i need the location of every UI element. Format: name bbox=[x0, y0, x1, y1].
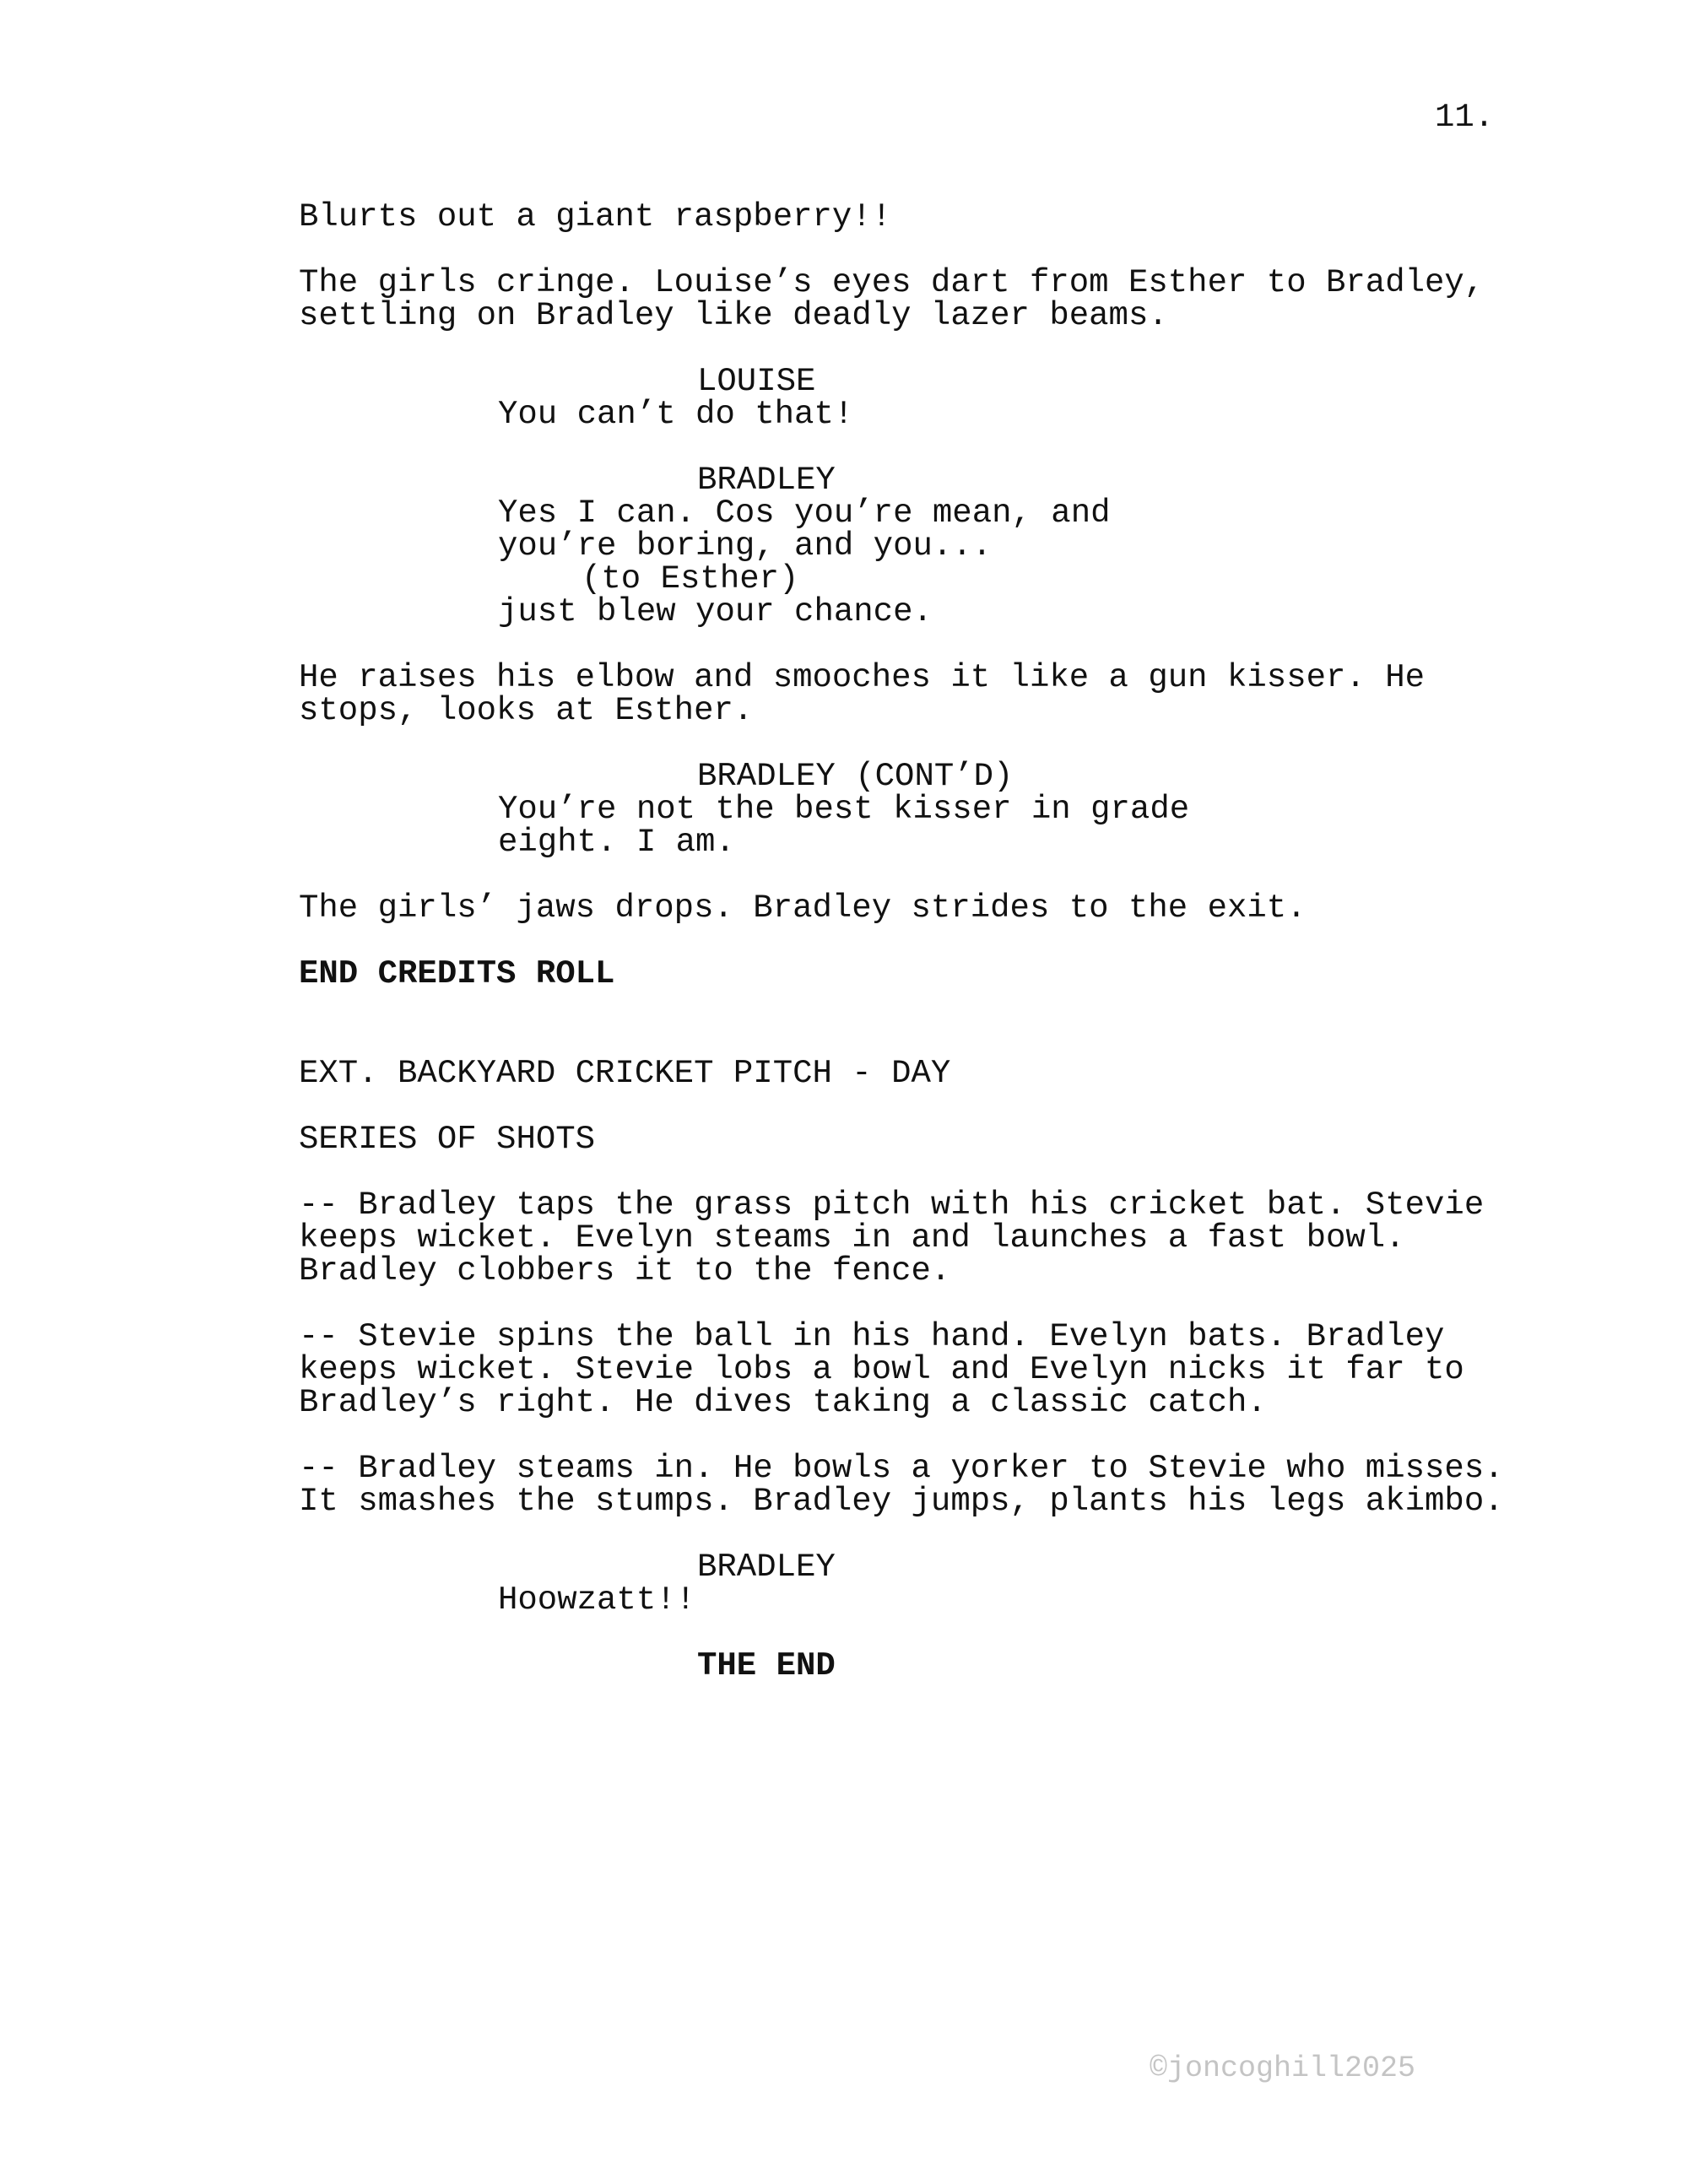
shot-line: -- Bradley taps the grass pitch with his cricket bat. Stevie bbox=[299, 1187, 1485, 1224]
dialogue-line: just blew your chance. bbox=[498, 593, 933, 630]
shot-line: It smashes the stumps. Bradley jumps, plants his legs akimbo. bbox=[299, 1483, 1504, 1520]
shot-line: keeps wicket. Evelyn steams in and launches a fast bowl. bbox=[299, 1219, 1405, 1257]
action-line: Blurts out a giant raspberry!! bbox=[299, 198, 892, 235]
dialogue-line: You’re not the best kisser in grade bbox=[498, 791, 1190, 828]
page-number: 11. bbox=[1435, 99, 1495, 136]
dialogue-line: you’re boring, and you... bbox=[498, 527, 993, 565]
dialogue-line: You can’t do that! bbox=[498, 396, 854, 433]
shot-line: Bradley clobbers it to the fence. bbox=[299, 1252, 951, 1289]
action-line: settling on Bradley like deadly lazer beams. bbox=[299, 297, 1168, 334]
character-name-louise: LOUISE bbox=[697, 363, 816, 400]
parenthetical: (to Esther) bbox=[582, 560, 799, 597]
dialogue-line: Hoowzatt!! bbox=[498, 1581, 696, 1619]
shot-line: -- Stevie spins the ball in his hand. Evelyn bats. Bradley bbox=[299, 1318, 1445, 1355]
the-end-title: THE END bbox=[697, 1647, 836, 1684]
dialogue-line: Yes I can. Cos you’re mean, and bbox=[498, 495, 1111, 532]
dialogue-line: eight. I am. bbox=[498, 824, 735, 861]
action-line: The girls cringe. Louise’s eyes dart from Esther to Bradley, bbox=[299, 264, 1485, 301]
series-of-shots-heading: SERIES OF SHOTS bbox=[299, 1121, 596, 1158]
copyright-watermark: ©joncoghill2025 bbox=[1150, 2052, 1416, 2085]
action-line: stops, looks at Esther. bbox=[299, 692, 754, 729]
action-line: He raises his elbow and smooches it like a gun kisser. He bbox=[299, 659, 1426, 696]
character-name-bradley: BRADLEY bbox=[697, 462, 836, 499]
shot-line: -- Bradley steams in. He bowls a yorker to Stevie who misses. bbox=[299, 1450, 1504, 1487]
scene-heading: EXT. BACKYARD CRICKET PITCH - DAY bbox=[299, 1055, 951, 1092]
transition-end-credits: END CREDITS ROLL bbox=[299, 955, 615, 992]
character-name-bradley-contd: BRADLEY (CONT’D) bbox=[697, 758, 1014, 795]
shot-line: keeps wicket. Stevie lobs a bowl and Evelyn nicks it far to bbox=[299, 1351, 1464, 1388]
character-name-bradley: BRADLEY bbox=[697, 1549, 836, 1586]
action-line: The girls’ jaws drops. Bradley strides to the exit. bbox=[299, 889, 1307, 927]
shot-line: Bradley’s right. He dives taking a classic catch. bbox=[299, 1384, 1267, 1421]
